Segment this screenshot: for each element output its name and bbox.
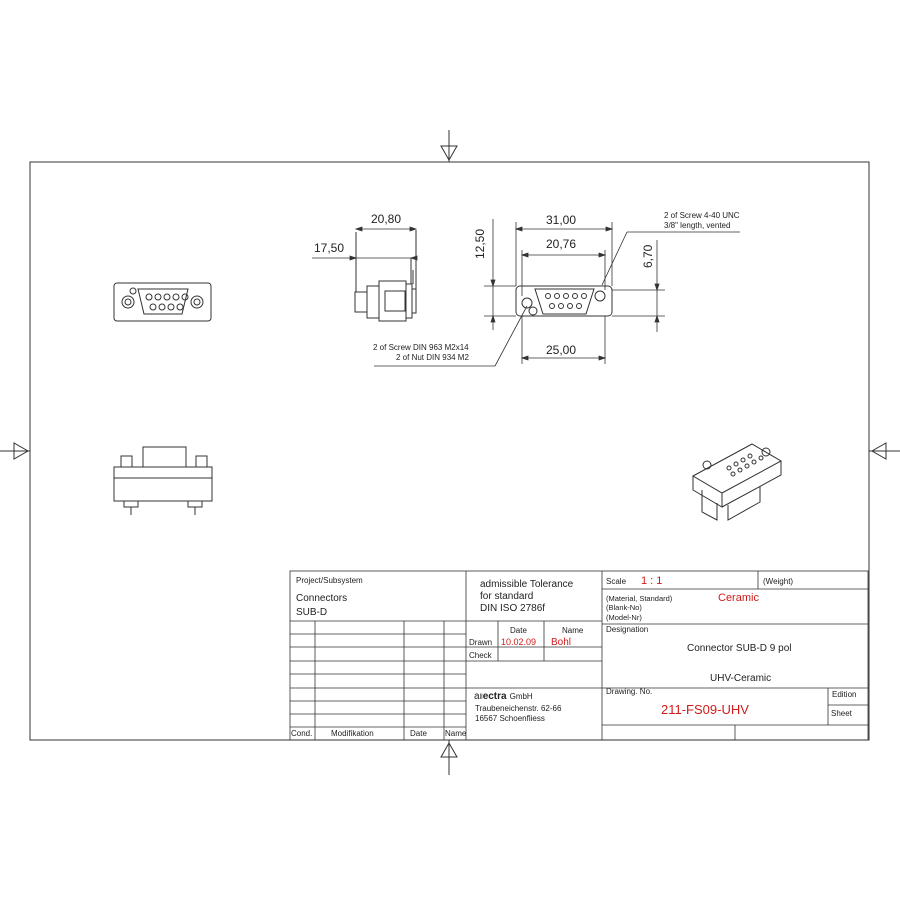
dim-31-00: 31,00 xyxy=(546,213,577,227)
drawn-label: Drawn xyxy=(469,638,493,647)
title-block-grid xyxy=(290,571,868,740)
note-screw-unc-1: 2 of Screw 4-40 UNC xyxy=(664,211,740,220)
note-screw-din-1: 2 of Screw DIN 963 M2x14 xyxy=(373,343,469,352)
tolerance-line2: for standard xyxy=(480,591,534,602)
dim-20-76: 20,76 xyxy=(546,237,577,251)
weight-label: (Weight) xyxy=(763,577,794,586)
scale-label: Scale xyxy=(606,577,627,586)
model-label: (Model-Nr) xyxy=(606,613,642,622)
drawn-name: Bohl xyxy=(551,637,572,648)
dim-12-50: 12,50 xyxy=(473,228,487,259)
check-label: Check xyxy=(469,651,492,660)
sheet-label: Sheet xyxy=(831,709,852,718)
project-label: Project/Subsystem xyxy=(296,576,363,585)
address-line1: Traubeneichenstr. 62-66 xyxy=(475,704,562,713)
note-screw-din-2: 2 of Nut DIN 934 M2 xyxy=(396,353,469,362)
company-name: allectra GmbH xyxy=(474,691,533,702)
date-label: Date xyxy=(410,729,427,738)
dim-20-80: 20,80 xyxy=(371,212,402,226)
drawing-no-value: 211-FS09-UHV xyxy=(661,702,749,717)
designation-label: Designation xyxy=(606,625,649,634)
edition-label: Edition xyxy=(832,690,857,699)
address-line2: 16567 Schoenfliess xyxy=(475,714,545,723)
dim-25-00: 25,00 xyxy=(546,343,577,357)
project-line1: Connectors xyxy=(296,593,348,604)
side-view xyxy=(355,230,416,321)
front-view xyxy=(114,283,211,321)
material-label: (Material, Standard) xyxy=(606,594,673,603)
designation-line1: Connector SUB-D 9 pol xyxy=(687,643,792,654)
date-header: Date xyxy=(510,626,527,635)
tolerance-line3: DIN ISO 2786f xyxy=(480,603,546,614)
material-value: Ceramic xyxy=(718,592,759,604)
dim-17-50: 17,50 xyxy=(314,241,345,255)
top-view xyxy=(516,286,612,316)
drawn-date: 10.02.09 xyxy=(501,637,537,647)
name-label: Name xyxy=(445,729,467,738)
designation-line2: UHV-Ceramic xyxy=(710,673,772,684)
blank-label: (Blank-No) xyxy=(606,603,642,612)
drawing-no-label: Drawing. No. xyxy=(606,687,653,696)
modifikation-label: Modifikation xyxy=(331,729,374,738)
elevation-view xyxy=(114,447,212,515)
tolerance-line1: admissible Tolerance xyxy=(480,579,574,590)
note-screw-unc-2: 3/8" length, vented xyxy=(664,221,731,230)
scale-value: 1 : 1 xyxy=(641,575,663,587)
dim-6-70: 6,70 xyxy=(641,244,655,268)
isometric-view xyxy=(693,444,781,520)
name-header: Name xyxy=(562,626,584,635)
project-line2: SUB-D xyxy=(296,607,328,618)
cond-label: Cond. xyxy=(291,729,313,738)
